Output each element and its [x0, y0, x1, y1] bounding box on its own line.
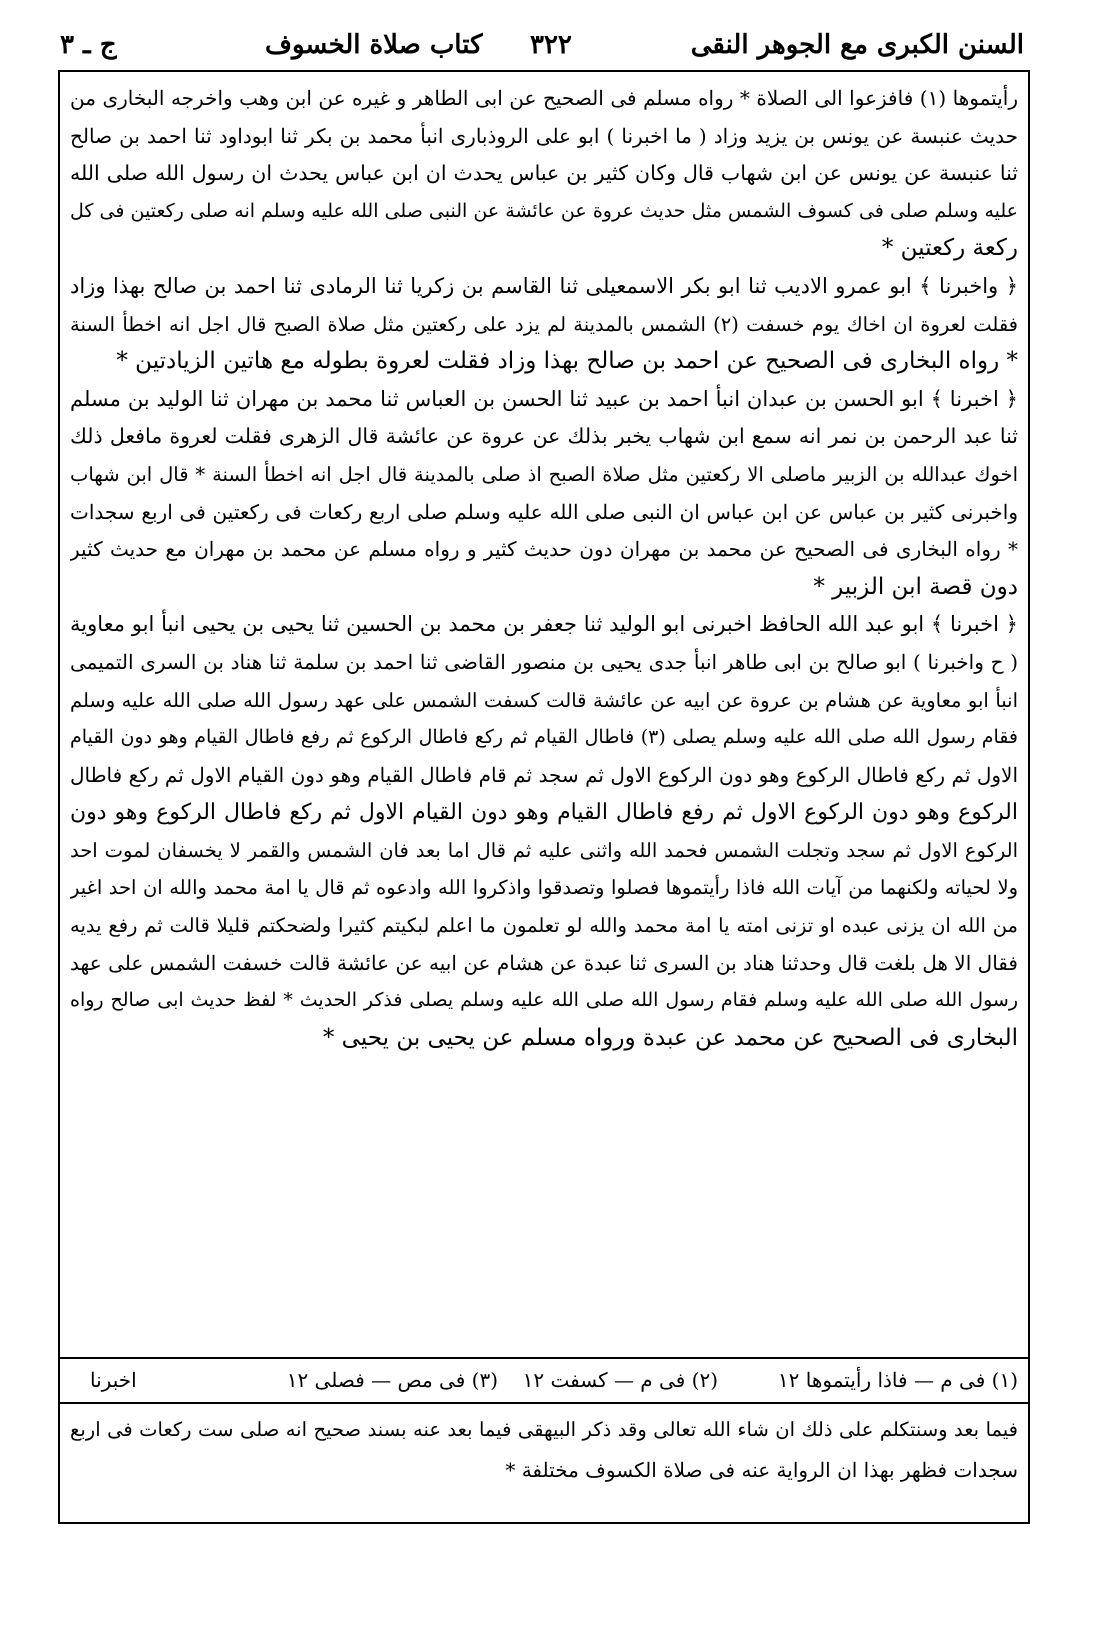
text-line: ولا لحياته ولكنهما من آيات الله فاذا رأيتموها فصلوا وتصدقوا واذكروا الله وادعوه ثم قال يا امة محمد والله ان احد اغير: [70, 876, 1018, 900]
catchword: اخبرنا: [90, 1368, 137, 1392]
text-line: * رواه البخارى فى الصحيح عن محمد بن مهران دون حديث كثير و رواه مسلم عن محمد بن مهران مع حديث كثير: [70, 537, 1018, 562]
chapter-title: كتاب صلاة الخسوف: [265, 30, 483, 60]
page-header: [60, 26, 1024, 70]
text-line: ( ح واخبرنا ) ابو صالح بن ابى طاهر انبأ جدى يحيى بن منصور القاضى ثنا احمد بن سلمة ثنا هناد بن السرى التميمى: [70, 649, 1018, 674]
volume-label: ج ـ ٣: [60, 30, 117, 60]
text-line: واخبرنى كثير بن عباس عن ابن عباس ان النبى صلى الله عليه وسلم صلى اربع ركعات فى ركعتين فى اربع سجدات: [70, 499, 1018, 524]
footnote-divider: [58, 1357, 1030, 1359]
text-line: عليه وسلم صلى فى كسوف الشمس مثل حديث عروة عن عائشة عن النبى صلى الله عليه وسلم انه صلى ركعتين فى كل: [70, 199, 1018, 222]
text-line: فقلت لعروة ان اخاك يوم خسفت (٢) الشمس بالمدينة لم يزد على ركعتين مثل صلاة الصبح قال اجل انه اخطأ السنة: [70, 312, 1018, 336]
text-line: الركوع وهو دون الركوع الاول ثم رفع فاطال القيام وهو دون القيام الاول ثم ركع فاطال الركوع وهو دون: [70, 800, 1018, 826]
text-line: اخوك عبدالله بن الزبير ماصلى الا ركعتين مثل صلاة الصبح اذ صلى بالمدينة قال اجل انه اخطأ السنة * قال ابن شهاب: [70, 462, 1018, 486]
footnote-3: (٣) فى مص — فصلى ١٢: [286, 1368, 498, 1392]
text-line: ﴿ اخبرنا ﴾ ابو الحسن بن عبدان انبأ احمد بن عبيد ثنا الحسن بن العباس ثنا محمد بن مهران ثنا الوليد بن مسلم: [70, 386, 1018, 411]
text-line: الاول ثم ركع فاطال الركوع وهو دون الركوع الاول ثم سجد ثم قام فاطال القيام وهو دون القيام الاول ثم ركع فاطال: [70, 762, 1018, 787]
text-line: حديث عنبسة عن يونس بن يزيد وزاد ( ما اخبرنا ) ابو على الروذبارى انبأ محمد بن بكر ثنا ابوداود ثنا احمد بن صالح: [70, 123, 1018, 148]
text-line: فقام رسول الله صلى الله عليه وسلم يصلى (٣) فاطال القيام ثم ركع فاطال الركوع ثم رفع فاطال القيام وهو دون القيام: [70, 726, 1018, 749]
text-line: انبأ ابو معاوية عن هشام بن عروة عن ابيه عن عائشة قالت كسفت الشمس على عهد رسول الله صلى الله عليه وسلم: [70, 688, 1018, 712]
text-line: من الله ان يزنى عبده او تزنى امته يا امة محمد والله لو تعلمون ما اعلم لبكيتم كثيرا ولضحكتم قليلا قالت ثم رفع يديه: [70, 914, 1018, 938]
text-line: ﴿ واخبرنا ﴾ ابو عمرو الاديب ثنا ابو بكر الاسمعيلى ثنا القاسم بن زكريا ثنا الرمادى ثنا احمد بن صالح بهذا وزاد: [70, 273, 1018, 298]
text-line: * رواه البخارى فى الصحيح عن احمد بن صالح بهذا وزاد فقلت لعروة بطوله مع هاتين الزيادتين *: [116, 348, 1018, 375]
page-number: ٣٢٢: [530, 30, 572, 60]
text-line: الركوع الاول ثم سجد وتجلت الشمس فحمد الله واثنى عليه ثم قال اما بعد فان الشمس والقمر لا يخسفان لموت احد: [70, 838, 1018, 862]
text-line: البخارى فى الصحيح عن محمد عن عبدة ورواه مسلم عن يحيى بن يحيى *: [322, 1024, 1018, 1051]
text-line: ﴿ اخبرنا ﴾ ابو عبد الله الحافظ اخبرنى ابو الوليد ثنا جعفر بن محمد بن الحسين ثنا يحيى بن يحيى انبأ ابو معاوية: [70, 612, 1018, 637]
text-line: ركعة ركعتين *: [881, 235, 1018, 262]
text-line: رأيتموها (١) فافزعوا الى الصلاة * رواه مسلم فى الصحيح عن ابى الطاهر و غيره عن ابن وهب واخرجه البخارى من: [70, 86, 1018, 110]
text-line: ثنا عنبسة عن يونس عن ابن شهاب قال وكان كثير بن عباس يحدث ان ابن عباس يحدث ان رسول الله صلى الله: [70, 161, 1018, 186]
footnote-2: (٢) فى م — كسفت ١٢: [522, 1368, 718, 1392]
commentary-notes: [70, 1410, 1018, 1490]
text-line: دون قصة ابن الزبير *: [813, 573, 1018, 600]
footnote-1: (١) فى م — فاذا رأيتموها ١٢: [777, 1368, 1018, 1392]
note-line: سجدات فظهر بهذا ان الرواية عنه فى صلاة الكسوف مختلفة *: [505, 1458, 1018, 1482]
text-line: رسول الله صلى الله عليه وسلم فقام رسول الله صلى الله عليه وسلم يصلى فذكر الحديث * لفظ حديث ابى صالح رواه: [70, 989, 1018, 1012]
note-line: فيما بعد وسنتكلم على ذلك ان شاء الله تعالى وقد ذكر البيهقى فيما بعد عنه بسند صحيح انه صلى ست ركعات فى اربع: [70, 1418, 1018, 1441]
text-line: ثنا عبد الرحمن بن نمر انه سمع ابن شهاب يخبر بذلك عن عروة عن عائشة قال الزهرى فقلت لعروة مافعل ذلك: [70, 424, 1018, 449]
text-line: فقال الا هل بلغت قال وحدثنا هناد بن السرى ثنا عبدة عن هشام عن ابيه عن عائشة قالت خسفت الشمس على عهد: [70, 950, 1018, 975]
footnotes: [70, 1364, 1018, 1402]
notes-divider: [58, 1402, 1030, 1404]
book-title: السنن الكبرى مع الجوهر النقى: [690, 30, 1024, 60]
